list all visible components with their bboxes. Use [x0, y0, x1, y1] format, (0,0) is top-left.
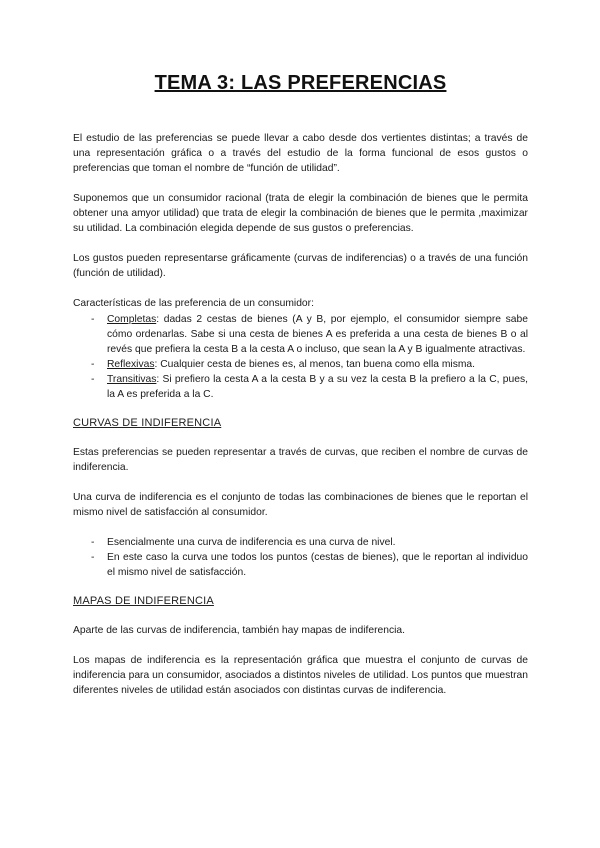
list-item: [73, 372, 528, 402]
section-heading-mapas: MAPAS DE INDIFERENCIA: [73, 595, 214, 607]
characteristics-list: [73, 312, 528, 402]
section-heading-curvas: CURVAS DE INDIFERENCIA: [73, 417, 222, 429]
document-page: [73, 72, 528, 713]
term-completas: Completas: [107, 314, 157, 325]
list-item: - En este caso la curva une todos los puntos (cestas de bienes), que le reportan al individuo el mismo nivel de satisfacción.: [73, 550, 528, 580]
term-reflexivas: Reflexivas: [107, 359, 155, 370]
list-item: [73, 357, 528, 372]
mapas-paragraph-2: Los mapas de indiferencia es la representación gráfica que muestra el conjunto de curvas de indiferencia para un consumidor, asociados a distintos niveles de utilidad. Los puntos que muestran diferentes niveles de utilidad están asociados con distintas curvas de indiferencia.: [73, 655, 528, 696]
curvas-paragraph-2: Una curva de indiferencia es el conjunto de todas las combinaciones de bienes que le reportan el mismo nivel de satisfacción al consumidor.: [73, 492, 528, 518]
tastes-paragraph: Los gustos pueden representarse gráficamente (curvas de indiferencias) o a través de una función (función de utilidad).: [73, 253, 528, 279]
mapas-paragraph-1: Aparte de las curvas de indiferencia, también hay mapas de indiferencia.: [73, 625, 405, 636]
list-item: - Esencialmente una curva de indiferencia es una curva de nivel.: [73, 535, 528, 550]
consumer-paragraph: Suponemos que un consumidor racional (trata de elegir la combinación de bienes que le permita obtener una amyor utilidad) que trata de elegir la combinación de bienes que le permita ,maximizar su utilidad. La combinación elegida depende de sus gustos o preferencias.: [73, 193, 528, 234]
term-definition: : dadas 2 cestas de bienes (A y B, por ejemplo, el consumidor siempre sabe cómo ordenarlas. Sabe si una cesta de bienes A es preferida a una cesta de bienes B o al revés que prefiera la cesta B a la cesta A o incluso, que sean la A y B igualmente atractivas.: [107, 314, 528, 355]
term-definition: : Cualquier cesta de bienes es, al menos, tan buena como ella misma.: [154, 359, 476, 370]
characteristics-heading: Características de las preferencia de un consumidor:: [73, 298, 314, 309]
list-item: [73, 312, 528, 357]
intro-paragraph: El estudio de las preferencias se puede llevar a cabo desde dos vertientes distintas; a través de una representación gráfica o a través del estudio de la forma funcional de esos gustos o preferencias que toman el nombre de “función de utilidad”.: [73, 133, 528, 174]
curvas-bullet-list: [73, 535, 528, 580]
page-title: TEMA 3: LAS PREFERENCIAS: [154, 72, 447, 94]
term-definition: : Si prefiero la cesta A a la cesta B y a su vez la cesta B la prefiero a la C, pues, la A es preferida a la C.: [107, 374, 528, 400]
term-transitivas: Transitivas: [107, 374, 157, 385]
curvas-paragraph-1: Estas preferencias se pueden representar a través de curvas, que reciben el nombre de curvas de indiferencia.: [73, 447, 528, 473]
